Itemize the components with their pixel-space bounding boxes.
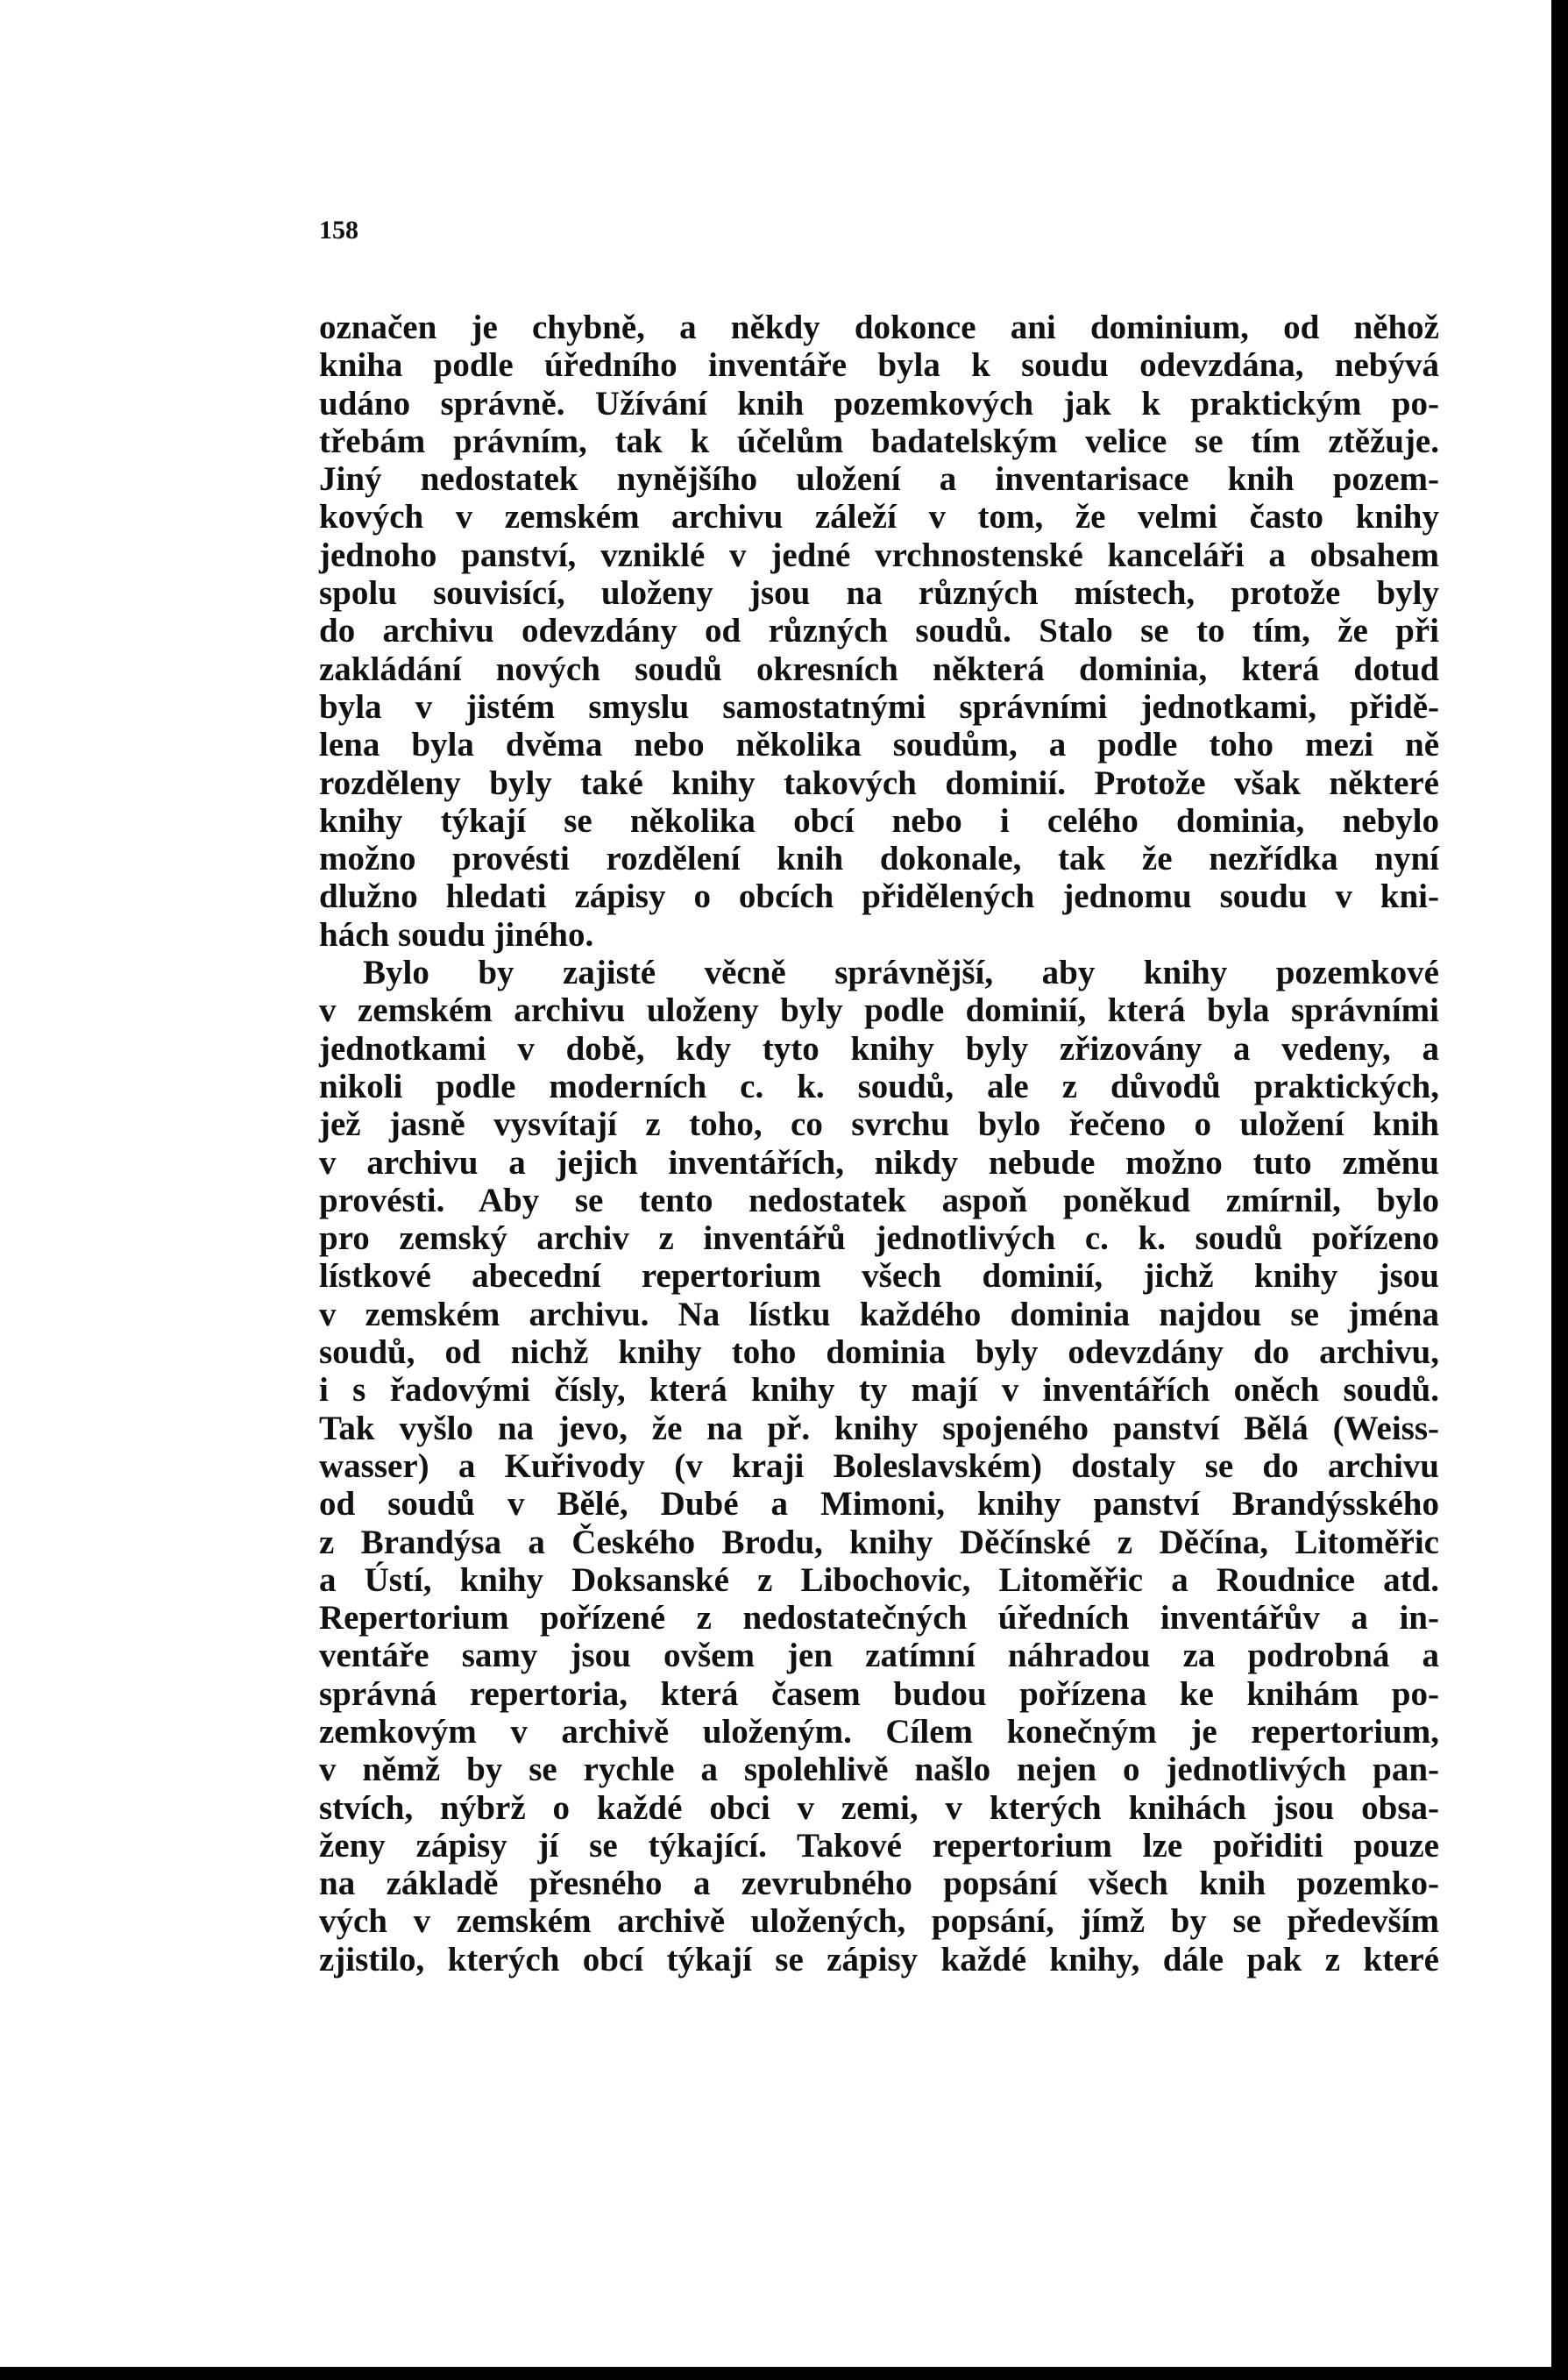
- text-line: provésti. Aby se tento nedostatek aspoň poněkud zmírnil, bylo: [319, 1181, 1439, 1219]
- text-line: ženy zápisy jí se týkající. Takové repertorium lze pořiditi pouze: [319, 1826, 1439, 1865]
- text-line: v archivu a jejich inventářích, nikdy nebude možno tuto změnu: [319, 1143, 1439, 1182]
- text-line: jež jasně vysvítají z toho, co svrchu bylo řečeno o uložení knih: [319, 1105, 1439, 1144]
- text-line: v němž by se rychle a spolehlivě našlo nejen o jednotlivých pan-: [319, 1751, 1439, 1789]
- text-line: v zemském archivu uloženy byly podle dominií, která byla správními: [319, 991, 1439, 1030]
- text-line: knihy týkají se několika obcí nebo i celého dominia, nebylo: [319, 801, 1439, 840]
- text-line: byla v jistém smyslu samostatnými správními jednotkami, přidě-: [319, 687, 1439, 726]
- text-line: na základě přesného a zevrubného popsání všech knih pozemko-: [319, 1865, 1439, 1903]
- text-line: třebám právním, tak k účelům badatelským velice se tím ztěžuje.: [319, 422, 1439, 460]
- paragraph: [319, 309, 1439, 954]
- paragraph: [319, 954, 1439, 1979]
- text-line: jednoho panství, vzniklé v jedné vrchnostenské kanceláři a obsahem: [319, 536, 1439, 574]
- text-line: zemkovým v archivě uloženým. Cílem konečným je repertorium,: [319, 1712, 1439, 1751]
- text-line: lístkové abecední repertorium všech dominií, jichž knihy jsou: [319, 1257, 1439, 1296]
- text-line: stvích, nýbrž o každé obci v zemi, v kterých knihách jsou obsa-: [319, 1788, 1439, 1827]
- text-line: možno provésti rozdělení knih dokonale, tak že nezřídka nyní: [319, 840, 1439, 878]
- text-line: zjistilo, kterých obcí týkají se zápisy každé knihy, dále pak z které: [319, 1940, 1439, 1979]
- text-line: rozděleny byly také knihy takových dominií. Protože však některé: [319, 764, 1439, 802]
- text-line: nikoli podle moderních c. k. soudů, ale z důvodů praktických,: [319, 1067, 1439, 1105]
- text-line: wasser) a Kuřivody (v kraji Boleslavském) dostaly se do archivu: [319, 1446, 1439, 1485]
- body-text: [319, 309, 1439, 1979]
- text-line: kových v zemském archivu záleží v tom, že velmi často knihy: [319, 498, 1439, 536]
- text-line: zakládání nových soudů okresních některá dominia, která dotud: [319, 650, 1439, 688]
- text-line: kniha podle úředního inventáře byla k soudu odevzdána, nebývá: [319, 346, 1439, 385]
- text-line: lena byla dvěma nebo několika soudům, a podle toho mezi ně: [319, 726, 1439, 764]
- text-line: a Ústí, knihy Doksanské z Libochovic, Litoměřic a Roudnice atd.: [319, 1560, 1439, 1599]
- text-line: ventáře samy jsou ovšem jen zatímní náhradou za podrobná a: [319, 1637, 1439, 1675]
- text-line: z Brandýsa a Českého Brodu, knihy Děčínské z Děčína, Litoměřic: [319, 1523, 1439, 1561]
- text-line: Repertorium pořízené z nedostatečných úředních inventářův a in-: [319, 1599, 1439, 1638]
- text-line: hách soudu jiného.: [319, 915, 594, 954]
- text-line: dlužno hledati zápisy o obcích přidělených jednomu soudu v kni-: [319, 877, 1439, 916]
- text-line: správná repertoria, která časem budou pořízena ke knihám po-: [319, 1674, 1439, 1713]
- text-line: od soudů v Bělé, Dubé a Mimoni, knihy panství Brandýsského: [319, 1485, 1439, 1524]
- text-line: udáno správně. Užívání knih pozemkových jak k praktickým po-: [319, 384, 1439, 423]
- text-line: Tak vyšlo na jevo, že na př. knihy spojeného panství Bělá (Weiss-: [319, 1409, 1439, 1447]
- page-number: 158: [319, 216, 358, 245]
- text-line: Jiný nedostatek nynějšího uložení a inventarisace knih pozem-: [319, 460, 1439, 499]
- text-line: pro zemský archiv z inventářů jednotlivých c. k. soudů pořízeno: [319, 1219, 1439, 1258]
- text-line: vých v zemském archivě uložených, popsání, jímž by se především: [319, 1902, 1439, 1941]
- text-line: jednotkami v době, kdy tyto knihy byly zřizovány a vedeny, a: [319, 1029, 1439, 1068]
- text-line: Bylo by zajisté věcně správnější, aby knihy pozemkové: [363, 954, 1439, 992]
- text-line: spolu souvisící, uloženy jsou na různých místech, protože byly: [319, 574, 1439, 613]
- text-line: soudů, od nichž knihy toho dominia byly odevzdány do archivu,: [319, 1333, 1439, 1372]
- text-line: v zemském archivu. Na lístku každého dominia najdou se jména: [319, 1295, 1439, 1333]
- text-line: i s řadovými čísly, která knihy ty mají v inventářích oněch soudů.: [319, 1371, 1439, 1410]
- text-line: do archivu odevzdány od různých soudů. Stalo se to tím, že při: [319, 612, 1439, 650]
- text-line: označen je chybně, a někdy dokonce ani dominium, od něhož: [319, 309, 1439, 346]
